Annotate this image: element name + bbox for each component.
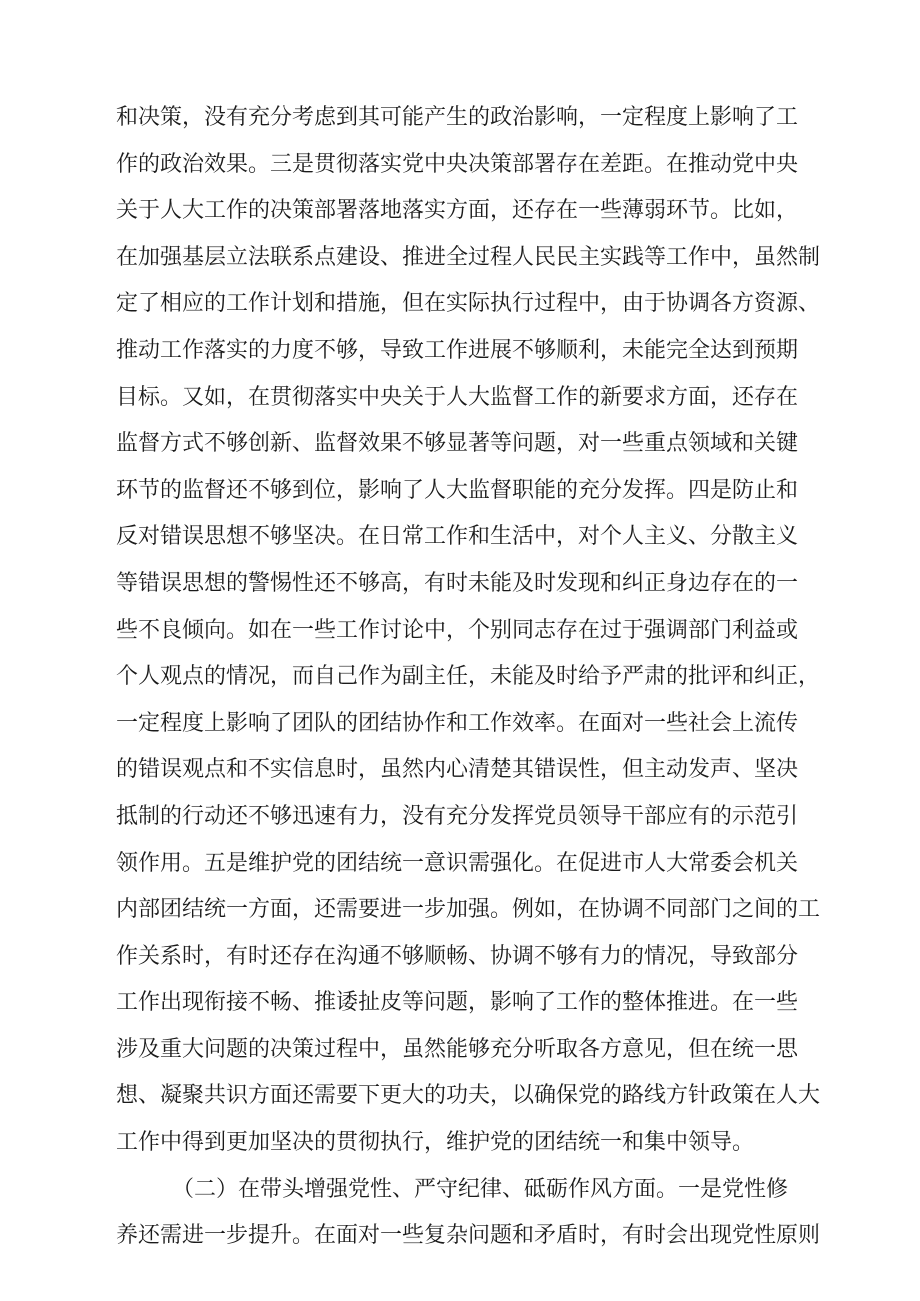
- text-line: 养还需进一步提升。在面对一些复杂问题和矛盾时，有时会出现党性原则: [116, 1223, 821, 1249]
- text-line: 内部团结统一方面，还需要进一步加强。例如，在协调不同部门之间的工: [116, 897, 821, 923]
- paragraph-1: [116, 95, 836, 1167]
- text-line: 定了相应的工作计划和措施，但在实际执行过程中，由于协调各方资源、: [116, 291, 821, 317]
- text-line: 推动工作落实的力度不够，导致工作进展不够顺利，未能完全达到预期: [116, 337, 799, 363]
- text-line: 作关系时，有时还存在沟通不够顺畅、协调不够有力的情况，导致部分: [116, 943, 799, 969]
- text-line: （二）在带头增强党性、严守纪律、砥砺作风方面。一是党性修: [172, 1176, 789, 1202]
- text-line: 领作用。五是维护党的团结统一意识需强化。在促进市人大常委会机关: [116, 850, 799, 876]
- text-line: 作的政治效果。三是贯彻落实党中央决策部署存在差距。在推动党中央: [116, 151, 799, 177]
- text-line: 目标。又如，在贯彻落实中央关于人大监督工作的新要求方面，还存在: [116, 384, 799, 410]
- text-line: 在加强基层立法联系点建设、推进全过程人民民主实践等工作中，虽然制: [116, 244, 821, 270]
- document-body: [116, 95, 836, 1260]
- text-line: 些不良倾向。如在一些工作讨论中，个别同志存在过于强调部门利益或: [116, 617, 799, 643]
- text-line: 等错误思想的警惕性还不够高，有时未能及时发现和纠正身边存在的一: [116, 570, 799, 596]
- text-line: 一定程度上影响了团队的团结协作和工作效率。在面对一些社会上流传: [116, 710, 799, 736]
- text-line: 反对错误思想不够坚决。在日常工作和生活中，对个人主义、分散主义: [116, 524, 799, 550]
- text-line: 关于人大工作的决策部署落地落实方面，还存在一些薄弱环节。比如，: [116, 198, 799, 224]
- text-line: 个人观点的情况，而自己作为副主任，未能及时给予严肃的批评和纠正，: [116, 664, 821, 690]
- text-line: 工作中得到更加坚决的贯彻执行，维护党的团结统一和集中领导。: [116, 1130, 755, 1156]
- paragraph-2: [116, 1167, 836, 1260]
- text-line: 想、凝聚共识方面还需要下更大的功夫，以确保党的路线方针政策在人大: [116, 1083, 821, 1109]
- text-line: 工作出现衔接不畅、推诿扯皮等问题，影响了工作的整体推进。在一些: [116, 990, 799, 1016]
- text-line: 抵制的行动还不够迅速有力，没有充分发挥党员领导干部应有的示范引: [116, 803, 799, 829]
- text-line: 和决策，没有充分考虑到其可能产生的政治影响，一定程度上影响了工: [116, 105, 799, 130]
- text-line: 环节的监督还不够到位，影响了人大监督职能的充分发挥。四是防止和: [116, 477, 799, 503]
- text-line: 的错误观点和不实信息时，虽然内心清楚其错误性，但主动发声、坚决: [116, 757, 799, 783]
- text-line: 涉及重大问题的决策过程中，虽然能够充分听取各方意见，但在统一思: [116, 1036, 799, 1062]
- text-line: 监督方式不够创新、监督效果不够显著等问题，对一些重点领域和关键: [116, 431, 799, 457]
